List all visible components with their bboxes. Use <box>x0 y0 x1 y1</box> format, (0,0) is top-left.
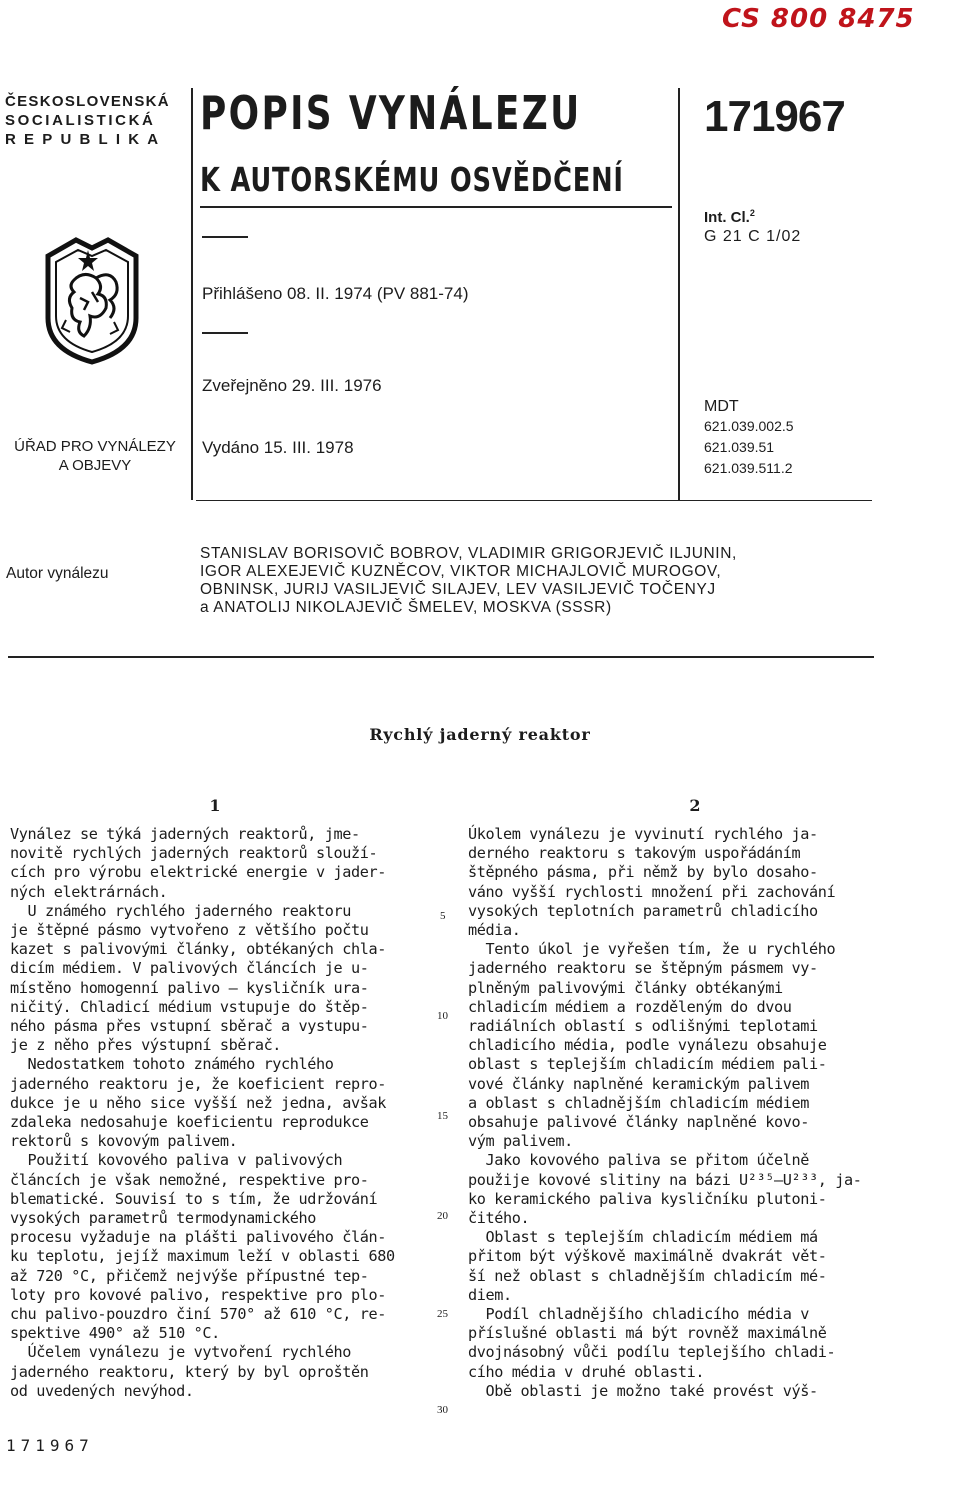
line-number-15: 15 <box>437 1110 448 1122</box>
mdt-code-3: 621.039.511.2 <box>704 460 793 476</box>
column-2-line: Jako kovového paliva se přitom účelně <box>468 1151 810 1170</box>
column-2-line: štěpného pásma, při němž by bylo dosaho- <box>468 863 818 882</box>
mdt-label: MDT <box>704 398 739 415</box>
column-2-line: ší než oblast s chladnějším chladicím mé- <box>468 1266 827 1285</box>
dash-2 <box>202 332 248 334</box>
int-cl-value: G 21 C 1/02 <box>704 228 802 245</box>
authors-list <box>200 545 737 617</box>
column-2-line: chladicího média, podle vynálezu obsahuje <box>468 1036 827 1055</box>
column-1-line: jaderného reaktoru je, že koeficient repro- <box>10 1074 386 1093</box>
divider-left <box>191 88 193 500</box>
column-1-line: rektorů s kovovým palivem. <box>10 1132 238 1151</box>
column-1-line: blematické. Souvisí to s tím, že udržování <box>10 1189 378 1208</box>
column-1-line: dicím médiem. V palivových článcích je u- <box>10 959 369 978</box>
int-cl <box>704 208 755 226</box>
column-2-line: vým palivem. <box>468 1132 573 1151</box>
office-line-2: A OBJEVY <box>58 457 132 474</box>
column-1-line: vysokých parametrů termodynamického <box>10 1209 317 1228</box>
column-1-line: loty pro kovové palivo, respektive pro plo- <box>10 1285 386 1304</box>
int-cl-sup: 2 <box>749 208 755 218</box>
column-1-line: Nedostatkem tohoto známého rychlého <box>10 1055 334 1074</box>
column-2-line: a oblast s chladnějším chladicím médiem <box>468 1093 810 1112</box>
text-column-1 <box>10 825 395 1401</box>
column-1-line: ných elektrárnách. <box>10 882 168 901</box>
mdt-code-1: 621.039.002.5 <box>704 418 794 434</box>
int-cl-label: Int. Cl. <box>704 209 750 226</box>
column-1-line: Použití kovového paliva v palivových <box>10 1151 343 1170</box>
document-title: POPIS VYNÁLEZU <box>200 86 582 140</box>
authors-rule <box>8 656 874 658</box>
column-1-line: chu palivo-pouzdro činí 570° až 610 °C, re- <box>10 1305 386 1324</box>
column-1-line: až 720 °C, přičemž nejvýše přípustné tep- <box>10 1266 369 1285</box>
author-line-1: STANISLAV BORISOVIČ BOBROV, VLADIMIR GRIGORJEVIČ ILJUNIN, <box>200 545 737 562</box>
filed-date: Přihlášeno 08. II. 1974 (PV 881-74) <box>202 284 469 303</box>
column-2-line: vysokých teplotních parametrů chladicího <box>468 901 818 920</box>
author-line-3: OBNINSK, JURIJ VASILJEVIČ SILAJEV, LEV VASILJEVIČ TOČENYJ <box>200 581 716 598</box>
column-2-line: použije kovové slitiny na bázi U²³⁵—U²³³, ja- <box>468 1170 862 1189</box>
column-1-line: Vynález se týká jaderných reaktorů, jme- <box>10 825 360 843</box>
column-2-line: cího média v druhé oblasti. <box>468 1362 705 1381</box>
column-1-line: procesu vyžaduje na plášti palivového člán- <box>10 1228 386 1247</box>
country-line-1: ČESKOSLOVENSKÁ <box>5 93 170 110</box>
column-2-line: média. <box>468 921 521 940</box>
column-1-line: dukce je u něho sice vyšší než jedna, avšak <box>10 1093 386 1112</box>
column-2-line: oblast s teplejším chladicím médiem pali- <box>468 1055 827 1074</box>
country-line-2: SOCIALISTICKÁ <box>5 112 156 129</box>
column-1-line: článcích je však nemožné, respektive pro- <box>10 1170 369 1189</box>
column-2-line: Úkolem vynálezu je vyvinutí rychlého ja- <box>468 825 818 843</box>
column-1-line: ného pásma přes vstupní sběrač a vystupu- <box>10 1017 369 1036</box>
line-number-30: 30 <box>437 1404 448 1416</box>
column-2-line: obsahuje palivové články naplněné kovo- <box>468 1113 810 1132</box>
line-number-10: 10 <box>437 1010 448 1022</box>
column-2-line: radiálních oblastí s odlišnými teplotami <box>468 1017 818 1036</box>
column-2-line: Tento úkol je vyřešen tím, že u rychlého <box>468 940 836 959</box>
dash-1 <box>202 236 248 238</box>
mdt-code-2: 621.039.51 <box>704 439 775 455</box>
author-line-2: IGOR ALEXEJEVIČ KUZNĚCOV, VIKTOR MICHAJLOVIČ MUROGOV, <box>200 563 722 580</box>
footer-patent-number: 171967 <box>6 1436 94 1455</box>
author-line-4: a ANATOLIJ NIKOLAJEVIČ ŠMELEV, MOSKVA (SSSR) <box>200 599 612 616</box>
divider-right <box>678 88 680 500</box>
column-2-line: Podíl chladnějšího chladicího média v <box>468 1305 810 1324</box>
column-1-line: U známého rychlého jaderného reaktoru <box>10 901 352 920</box>
issued-date: Vydáno 15. III. 1978 <box>202 438 354 457</box>
patent-office <box>2 437 188 475</box>
column-2-line: ko keramického paliva kysličníku plutoni- <box>468 1189 827 1208</box>
handwritten-reference: CS 800 8475 <box>722 4 915 34</box>
column-1-line: jaderného reaktoru, který by byl oproštěn <box>10 1362 369 1381</box>
column-2-line: příslušné oblasti má být rovněž maximálně <box>468 1324 827 1343</box>
column-number-2: 2 <box>689 796 701 815</box>
column-2-line: derného reaktoru s takovým uspořádáním <box>468 844 801 863</box>
column-1-line: ku teplotu, jejíž maximum leží v oblasti 680 <box>10 1247 395 1266</box>
column-2-line: diem. <box>468 1285 512 1304</box>
column-2-line: Obě oblasti je možno také provést výš- <box>468 1381 818 1400</box>
column-2-line: chladicím médiem a rozděleným do dvou <box>468 997 792 1016</box>
line-number-25: 25 <box>437 1308 448 1320</box>
coat-of-arms-emblem <box>44 236 140 366</box>
patent-number: 171967 <box>704 92 845 141</box>
line-number-20: 20 <box>437 1210 448 1222</box>
column-2-line: plněným palivovými články obtékanými <box>468 978 783 997</box>
column-2-line: čitého. <box>468 1209 530 1228</box>
text-column-2 <box>468 825 861 1401</box>
column-1-line: zdaleka nedosahuje koeficientu reprodukce <box>10 1113 369 1132</box>
country-line-3: REPUBLIKA <box>5 131 167 148</box>
column-2-line: vové články naplněné keramickým palivem <box>468 1074 810 1093</box>
column-2-line: Oblast s teplejším chladicím médiem má <box>468 1228 818 1247</box>
column-1-line: je štěpné pásmo vytvořeno z většího počtu <box>10 921 369 940</box>
column-1-line: kazet s palivovými články, obtékaných chla- <box>10 940 386 959</box>
author-label: Autor vynálezu <box>6 565 109 582</box>
column-1-line: Účelem vynálezu je vytvoření rychlého <box>10 1343 352 1362</box>
country-name <box>5 92 170 149</box>
column-1-line: ničitý. Chladicí médium vstupuje do štěp- <box>10 997 369 1016</box>
line-number-5: 5 <box>440 910 446 922</box>
column-1-line: od uvedených nevýhod. <box>10 1381 194 1400</box>
column-1-line: cích pro výrobu elektrické energie v jader- <box>10 863 386 882</box>
invention-title: Rychlý jaderný reaktor <box>369 725 591 744</box>
column-1-line: spektive 490° až 510 °C. <box>10 1324 220 1343</box>
title-rule <box>200 206 672 208</box>
column-2-line: přitom být výškově maximálně dvakrát vět- <box>468 1247 827 1266</box>
column-1-line: místěno homogenní palivo — kysličník ura- <box>10 978 369 997</box>
published-date: Zveřejněno 29. III. 1976 <box>202 376 382 395</box>
column-1-line: novitě rychlých jaderných reaktorů slouží- <box>10 844 378 863</box>
mdt-codes <box>704 416 794 479</box>
office-line-1: ÚŘAD PRO VYNÁLEZY <box>14 438 176 455</box>
column-2-line: dvojnásobný vůči podílu teplejšího chladi- <box>468 1343 836 1362</box>
column-2-line: jaderného reaktoru se štěpným pásmem vy- <box>468 959 818 978</box>
header-rule <box>196 500 872 501</box>
document-subtitle: K AUTORSKÉMU OSVĚDČENÍ <box>200 160 624 199</box>
column-2-line: váno vyšší rychlosti množení při zachování <box>468 882 836 901</box>
column-number-1: 1 <box>209 796 221 815</box>
column-1-line: je z něho přes výstupní sběrač. <box>10 1036 282 1055</box>
